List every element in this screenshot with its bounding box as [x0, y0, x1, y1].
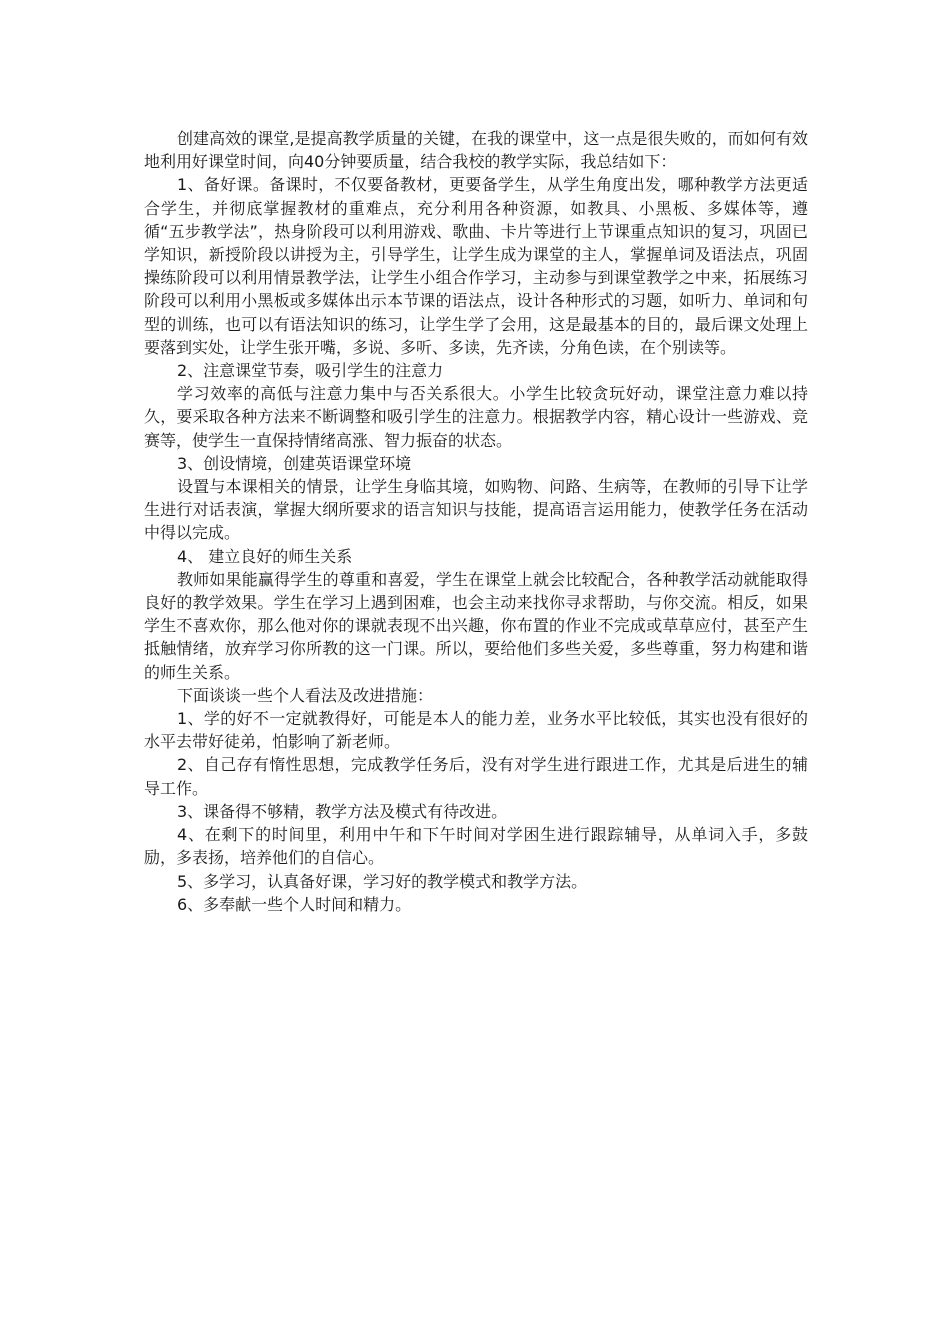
point-3-heading: 3、创设情境，创建英语课堂环境: [177, 453, 412, 473]
point-1-prepare-lessons: 1、备好课。备课时，不仅要备教材，更要备学生，从学生角度出发，哪种教学方法更适合学生，并彻底掌握教材的重难点，充分利用各种资源，如教具、小黑板、多媒体等，遵循“五步教学法”，热身阶段可以利用游戏、歌曲、卡片等进行上节课重点知识的复习，巩固已学知识，新授阶段以讲授为主，引导学生，让学生成为课堂的主人，掌握单词及语法点，巩固操练阶段可以利用情景教学法，让学生小组合作学习，主动参与到课堂教学之中来，拓展练习阶段可以利用小黑板或多媒体出示本节课的语法点，设计各种形式的习题，如听力、单词和句型的训练，也可以有语法知识的练习，让学生学了会用，这是最基本的目的，最后课文处理上要落到实处，让学生张开嘴，多说、多听、多读，先齐读，分角色读，在个别读等。: [144, 175, 808, 357]
improvement-item-4: 4、在剩下的时间里，利用中午和下午时间对学困生进行跟踪辅导，从单词入手，多鼓励，多表扬，培养他们的自信心。: [144, 825, 808, 868]
point-2-body: 学习效率的高低与注意力集中与否关系很大。小学生比较贪玩好动，课堂注意力难以持久，要采取各种方法来不断调整和吸引学生的注意力。根据教学内容，精心设计一些游戏、竞赛等，使学生一直保持情绪高涨、智力振奋的状态。: [144, 384, 808, 450]
point-4-heading: 4、 建立良好的师生关系: [177, 546, 353, 566]
point-3-body: 设置与本课相关的情景，让学生身临其境，如购物、问路、生病等，在教师的引导下让学生进行对话表演，掌握大纲所要求的语言知识与技能，提高语言运用能力，使教学任务在活动中得以完成。: [144, 477, 808, 543]
improvement-item-6: 6、多奉献一些个人时间和精力。: [177, 894, 412, 914]
improvement-item-2: 2、自己存有惰性思想，完成教学任务后，没有对学生进行跟进工作，尤其是后进生的辅导工作。: [144, 755, 808, 798]
improvement-item-3: 3、课备得不够精，教学方法及模式有待改进。: [177, 801, 508, 821]
improvements-intro: 下面谈谈一些个人看法及改进措施：: [177, 685, 434, 705]
improvement-item-1: 1、学的好不一定就教得好，可能是本人的能力差，业务水平比较低，其实也没有很好的水平去带好徒弟，怕影响了新老师。: [144, 709, 808, 752]
point-4-body: 教师如果能赢得学生的尊重和喜爱，学生在课堂上就会比较配合，各种教学活动就能取得良好的教学效果。学生在学习上遇到困难，也会主动来找你寻求帮助，与你交流。相反，如果学生不喜欢你，那么他对你的课就表现不出兴趣，你布置的作业不完成或草草应付，甚至产生抵触情绪，放弃学习你所教的这一门课。所以，要给他们多些关爱，多些尊重，努力构建和谐的师生关系。: [144, 569, 808, 682]
point-2-heading: 2、注意课堂节奏，吸引学生的注意力: [177, 361, 444, 381]
intro-paragraph: 创建高效的课堂,是提高教学质量的关键，在我的课堂中，这一点是很失败的，而如何有效地利用好课堂时间，向40分钟要质量，结合我校的教学实际，我总结如下：: [144, 129, 808, 172]
document-body: [144, 127, 808, 916]
improvement-item-5: 5、多学习，认真备好课，学习好的教学模式和教学方法。: [177, 871, 588, 891]
